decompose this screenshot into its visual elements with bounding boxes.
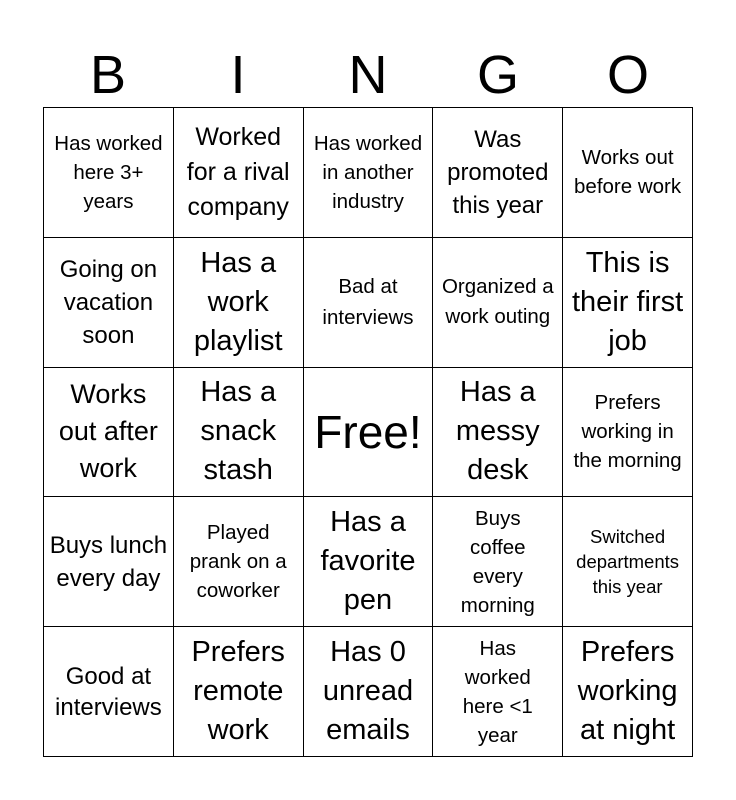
cell-text: Bad at interviews <box>322 275 414 330</box>
bingo-cell[interactable] <box>433 497 563 627</box>
cell-text: Has 0 unread emails <box>322 636 414 747</box>
cell-text: Has a favorite pen <box>320 506 416 617</box>
bingo-cell[interactable] <box>304 238 434 368</box>
cell-text: Has a work playlist <box>193 246 283 357</box>
bingo-cell[interactable] <box>174 627 304 757</box>
cell-text: Works out before work <box>574 146 682 199</box>
free-space-text: Free! <box>314 405 422 458</box>
cell-text: Has worked in another industry <box>313 131 423 213</box>
cell-text: Was promoted this year <box>447 125 549 219</box>
header-letter-g: G <box>476 45 519 105</box>
cell-text: This is their first job <box>572 246 684 357</box>
bingo-cell[interactable] <box>304 108 434 238</box>
header-letter-n: N <box>348 45 388 105</box>
cell-text: Works out after work <box>58 379 158 484</box>
bingo-cell[interactable] <box>563 627 693 757</box>
bingo-header <box>43 44 693 106</box>
bingo-cell[interactable] <box>563 108 693 238</box>
cell-text: Buys lunch every day <box>49 531 168 592</box>
bingo-cell[interactable] <box>563 368 693 498</box>
bingo-cell[interactable] <box>174 368 304 498</box>
cell-text: Worked for a rival company <box>186 122 290 221</box>
cell-text: Prefers remote work <box>191 636 285 747</box>
bingo-cell[interactable] <box>433 108 563 238</box>
header-letter-i: I <box>230 45 246 105</box>
cell-text: Has a snack stash <box>200 376 277 487</box>
bingo-cell[interactable] <box>174 238 304 368</box>
cell-text: Has worked here <1 year <box>462 636 533 747</box>
bingo-cell[interactable] <box>304 627 434 757</box>
header-letter-o: O <box>606 45 649 105</box>
bingo-cell[interactable] <box>174 497 304 627</box>
bingo-cell[interactable] <box>44 238 174 368</box>
bingo-cell[interactable] <box>174 108 304 238</box>
bingo-board <box>43 107 693 757</box>
cell-text: Prefers working in the morning <box>573 391 682 473</box>
cell-text: Has a messy desk <box>455 376 540 487</box>
bingo-cell[interactable] <box>44 368 174 498</box>
bingo-cell[interactable] <box>433 627 563 757</box>
cell-text: Switched departments this year <box>576 526 680 598</box>
cell-text: Buys coffee every morning <box>460 506 535 617</box>
bingo-cell[interactable] <box>304 497 434 627</box>
header-letter-b: B <box>89 45 127 105</box>
cell-text: Has worked here 3+ years <box>54 131 163 213</box>
cell-text: Organized a work outing <box>441 275 554 329</box>
bingo-cell[interactable] <box>44 627 174 757</box>
bingo-cell[interactable] <box>563 497 693 627</box>
bingo-cell[interactable] <box>433 368 563 498</box>
bingo-cell[interactable] <box>433 238 563 368</box>
cell-text: Going on vacation soon <box>59 255 158 349</box>
free-space-cell[interactable] <box>304 368 434 498</box>
bingo-cell[interactable] <box>563 238 693 368</box>
cell-text: Played prank on a coworker <box>189 521 287 603</box>
cell-text: Good at interviews <box>55 662 162 721</box>
bingo-cell[interactable] <box>44 497 174 627</box>
bingo-cell[interactable] <box>44 108 174 238</box>
cell-text: Prefers working at night <box>577 636 678 747</box>
